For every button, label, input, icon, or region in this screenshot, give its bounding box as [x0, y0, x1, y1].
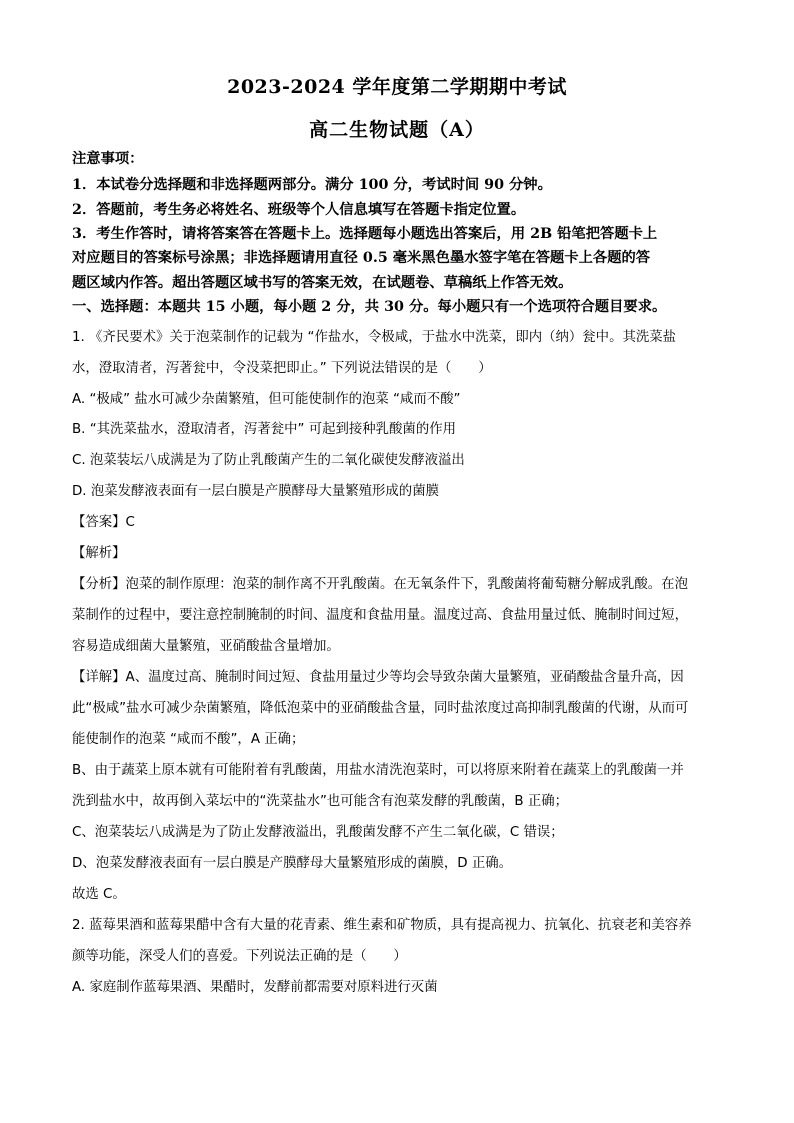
notice-heading: 注意事项：	[72, 151, 144, 167]
option-d: D. 泡菜发酵液表面有一层白膜是产膜酵母大量繁殖形成的菌膜	[72, 484, 439, 499]
detail-line: B、由于蔬菜上原本就有可能附着有乳酸菌，用盐水清洗泡菜时，可以将原来附着在蔬菜上的乳酸菌一并	[72, 763, 684, 778]
notice-item: 1．本试卷分选择题和非选择题两部分。满分 100 分，考试时间 90 分钟。	[72, 177, 552, 193]
detail-line: 故选 C。	[72, 887, 126, 902]
detail-line: 能使制作的泡菜 “咸而不酸”，A 正确；	[72, 732, 305, 747]
exam-subtitle: 高二生物试题（A）	[309, 119, 485, 141]
option-c: C. 泡菜装坛八成满是为了防止乳酸菌产生的二氧化碳使发酵液溢出	[72, 453, 465, 468]
section-heading: 一、选择题：本题共 15 小题，每小题 2 分，共 30 分。每小题只有一个选项符合题目要求。	[72, 299, 667, 315]
option-a: A. 家庭制作蓝莓果酒、果醋时，发酵前都需要对原料进行灭菌	[72, 980, 438, 995]
detail-line: 此“极咸”盐水可减少杂菌繁殖，降低泡菜中的亚硝酸盐含量，同时盐浓度过高抑制乳酸菌的代谢，从而可	[72, 701, 689, 716]
exam-title: 2023-2024 学年度第二学期期中考试	[227, 76, 567, 98]
analysis-line: 容易造成细菌大量繁殖，亚硝酸盐含量增加。	[72, 639, 340, 654]
detail-line: C、泡菜装坛八成满是为了防止发酵液溢出，乳酸菌发酵不产生二氧化碳，C 错误；	[72, 825, 564, 840]
notice-item: 3．考生作答时，请将答案答在答题卡上。选择题每小题选出答案后，用 2B 铅笔把答题卡上	[72, 226, 658, 242]
analysis-label: 【解析】	[72, 546, 126, 561]
notice-item: 2．答题前，考生务必将姓名、班级等个人信息填写在答题卡指定位置。	[72, 202, 526, 218]
option-a: A. “极咸” 盐水可减少杂菌繁殖，但可能使制作的泡菜 “咸而不酸”	[72, 392, 461, 407]
notice-item: 对应题目的答案标号涂黑；非选择题请用直径 0.5 毫米黑色墨水签字笔在答题卡上各题的答	[72, 250, 651, 266]
detail-line: 洗到盐水中，故再倒入菜坛中的“洗菜盐水”也可能含有泡菜发酵的乳酸菌，B 正确；	[72, 794, 568, 809]
detail-line: 【详解】A、温度过高、腌制时间过短、食盐用量过少等均会导致杂菌大量繁殖，亚硝酸盐含量升高，因	[72, 670, 684, 685]
option-b: B. “其洗菜盐水，澄取清者，泻著瓮中” 可起到接种乳酸菌的作用	[72, 422, 456, 437]
notice-item: 题区域内作答。超出答题区域书写的答案无效，在试题卷、草稿纸上作答无效。	[72, 275, 573, 291]
detail-line: D、泡菜发酵液表面有一层白膜是产膜酵母大量繁殖形成的菌膜，D 正确。	[72, 856, 512, 871]
analysis-line: 【分析】泡菜的制作原理：泡菜的制作离不开乳酸菌。在无氧条件下，乳酸菌将葡萄糖分解成乳酸。在泡	[72, 577, 688, 592]
analysis-line: 菜制作的过程中，要注意控制腌制的时间、温度和食盐用量。温度过高、食盐用量过低、腌制时间过短，	[72, 608, 688, 623]
question-stem: 颜等功能，深受人们的喜爱。下列说法正确的是（ ）	[72, 949, 407, 964]
answer-label: 【答案】C	[72, 515, 135, 530]
question-stem: 水，澄取清者，泻著瓮中，令没菜把即止。” 下列说法错误的是（ ）	[72, 361, 492, 376]
question-stem: 2. 蓝莓果酒和蓝莓果醋中含有大量的花青素、维生素和矿物质，具有提高视力、抗氧化、抗衰老和美容养	[72, 918, 692, 933]
question-stem: 1. 《齐民要术》关于泡菜制作的记载为 “作盐水，令极咸，于盐水中洗菜，即内（纳）瓮中。其洗菜盐	[72, 330, 677, 345]
